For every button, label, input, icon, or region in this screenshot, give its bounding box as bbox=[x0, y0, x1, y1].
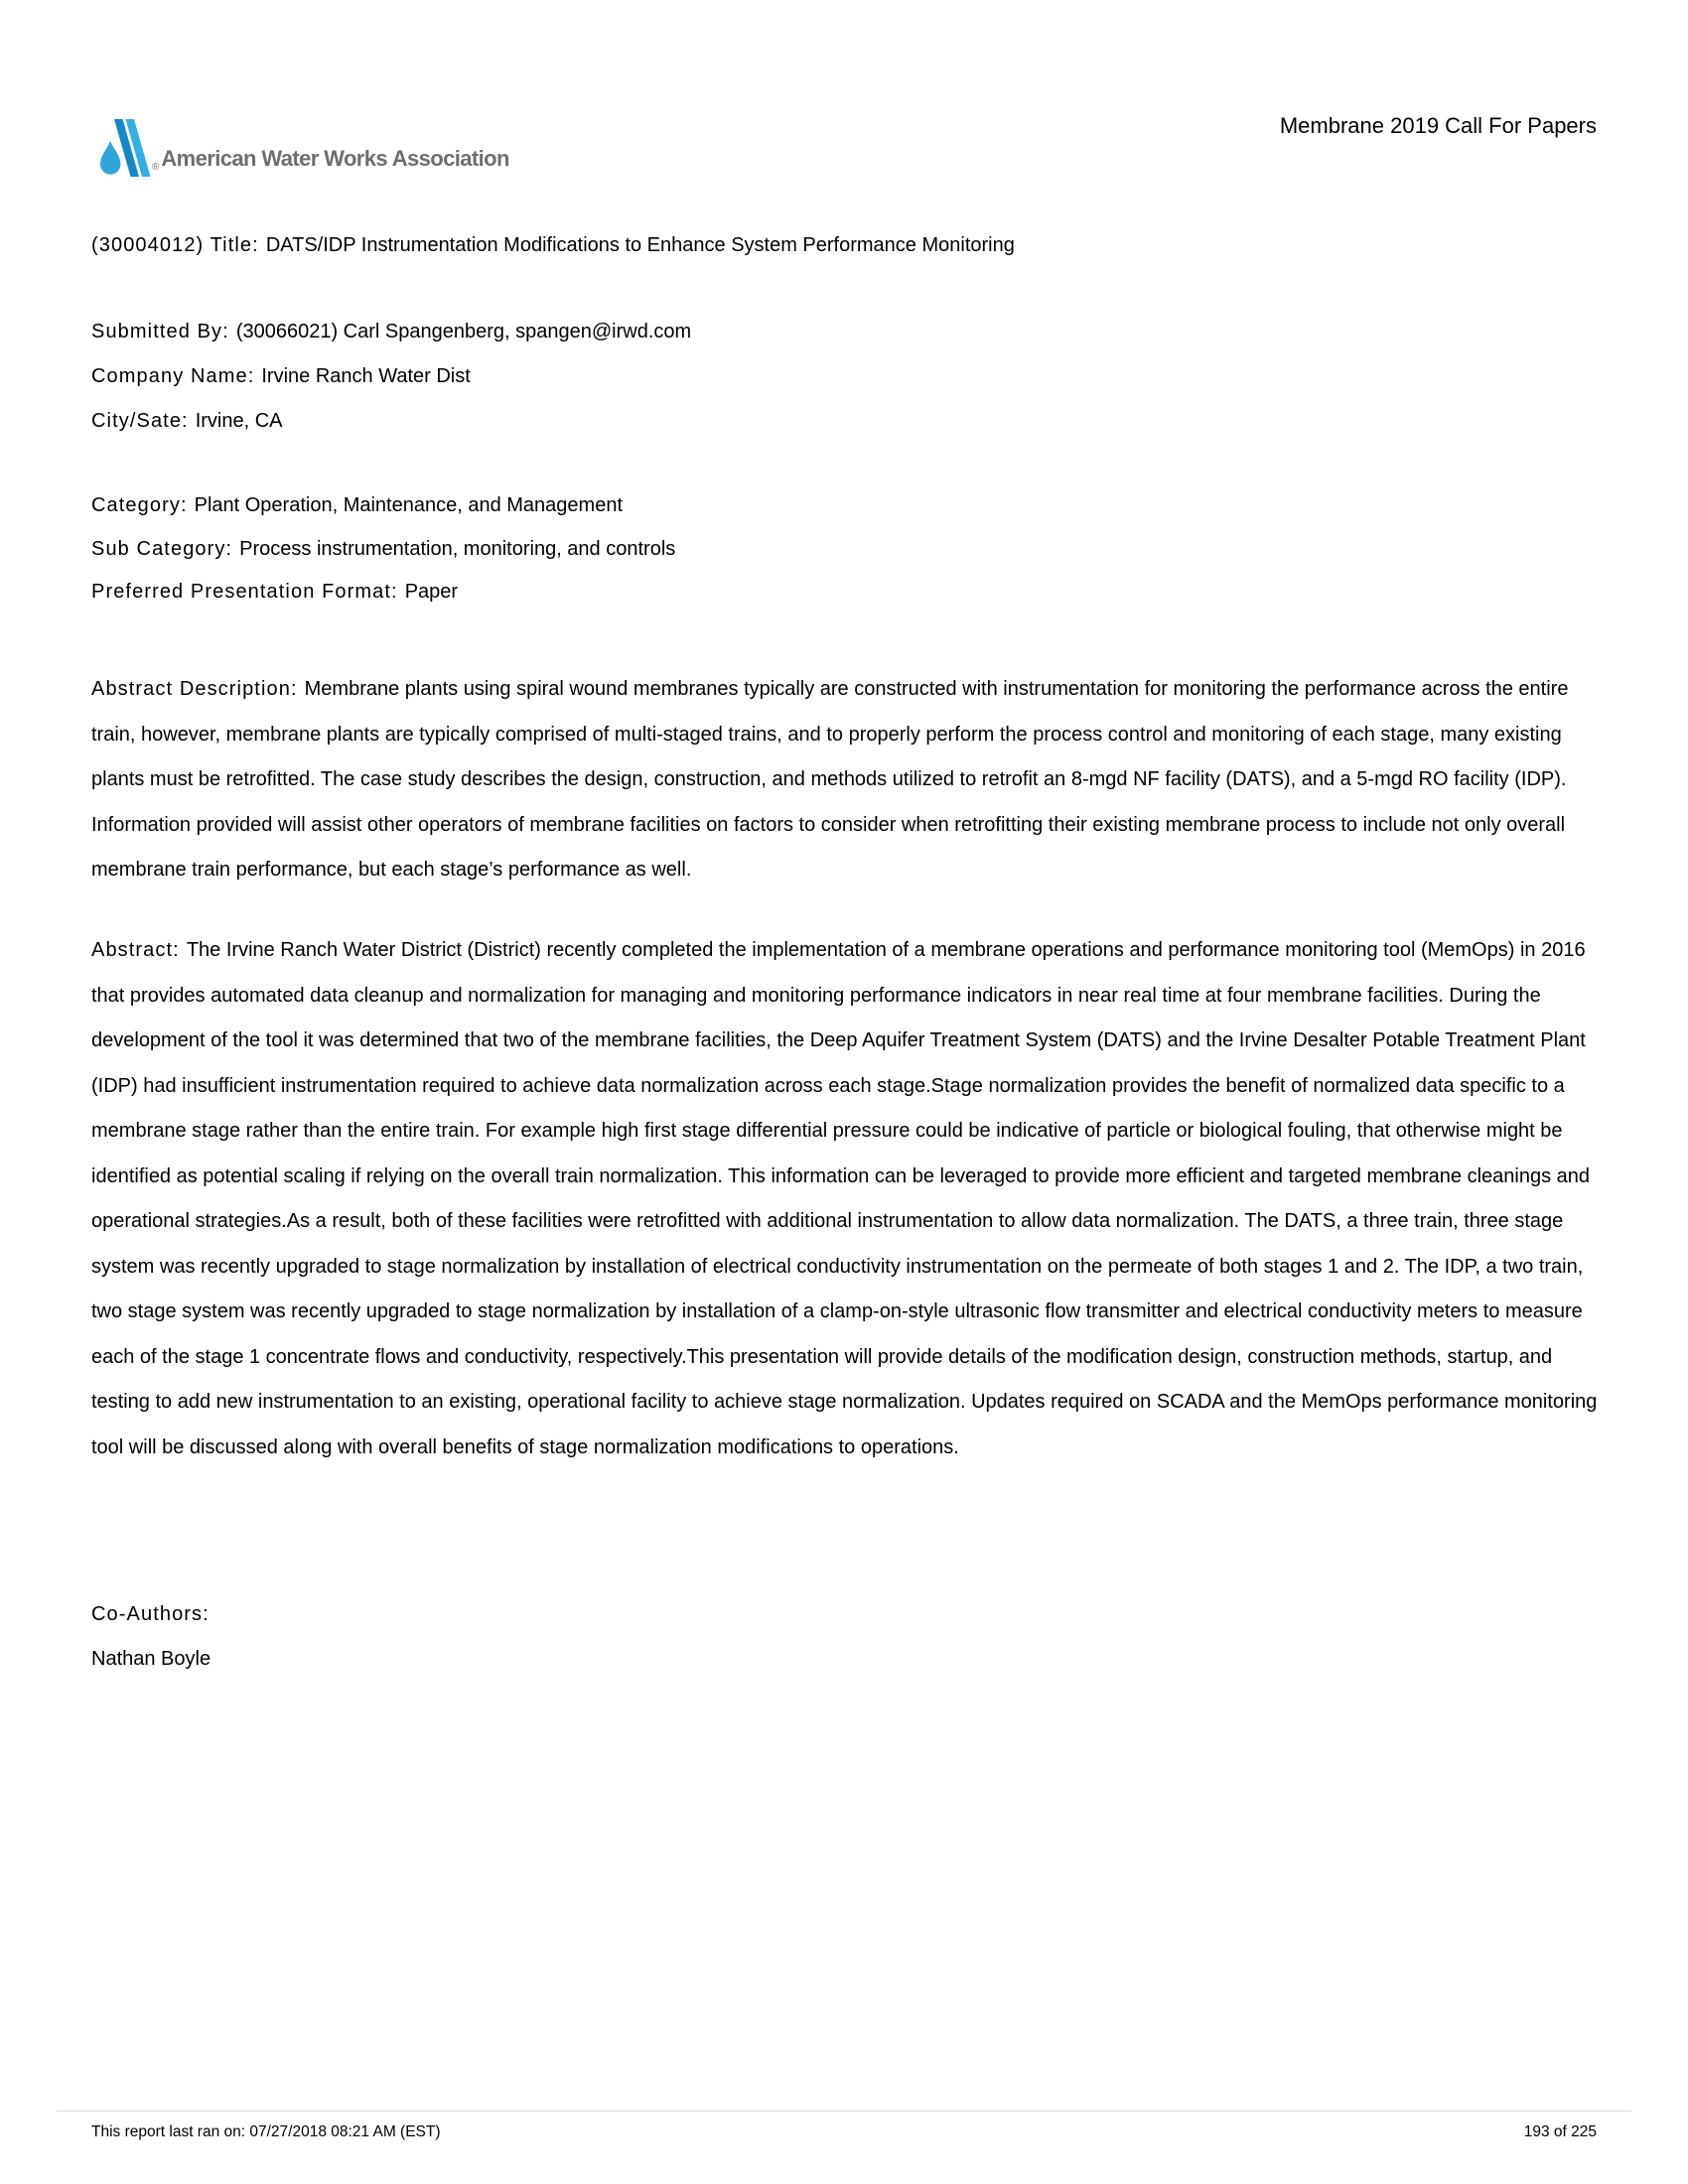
field-submitted-by-value: (30066021) Carl Spangenberg, spangen@irwd.com bbox=[235, 321, 692, 342]
field-presentation-format-value: Paper bbox=[404, 581, 459, 603]
abstract-description-text: Membrane plants using spiral wound membranes typically are constructed with instrumentation for monitoring the performance across the entire train, however, membrane plants are typically comprised of multi-staged trains, and to properly perform the process control and monitoring of each stage, many existing plants must be retrofitted. The case study describes the design, construction, and methods utilized to retrofit an 8-mgd NF facility (DATS), and a 5-mgd RO facility (IDP). Information provided will assist other operators of membrane facilities on factors to consider when retrofitting their existing membrane process to include not only overall membrane train performance, but each stage’s performance as well. bbox=[91, 678, 1569, 881]
field-presentation-format bbox=[91, 570, 1603, 615]
field-category-label: Category: bbox=[91, 494, 188, 516]
field-company-name bbox=[91, 354, 1603, 400]
abstract-label: Abstract: bbox=[91, 939, 180, 961]
water-drop-icon bbox=[100, 141, 120, 175]
abstract-paragraph bbox=[91, 928, 1603, 1470]
footer-last-ran: This report last ran on: 07/27/2018 08:21 AM (EST) bbox=[91, 2123, 441, 2140]
field-category-value: Plant Operation, Maintenance, and Management bbox=[194, 494, 623, 516]
footer-page-number: 193 of 225 bbox=[1523, 2123, 1597, 2140]
field-submitted-by bbox=[91, 310, 1603, 355]
field-company-name-value: Irvine Ranch Water Dist bbox=[261, 365, 471, 387]
abstract-text: The Irvine Ranch Water District (District) recently completed the implementation of a membrane operations and performance monitoring tool (MemOps) in 2016 that provides automated data cleanup and normalization for managing and monitoring performance indicators in near real time at four membrane facilities. During the development of the tool it was determined that two of the membrane facilities, the Deep Aquifer Treatment System (DATS) and the Irvine Desalter Potable Treatment Plant (IDP) had insufficient instrumentation required to achieve data normalization across each stage.Stage normalization provides the benefit of normalized data specific to a membrane stage rather than the entire train. For example high first stage differential pressure could be indicative of particle or biological fouling, that otherwise might be identified as potential scaling if relying on the overall train normalization. This information can be leveraged to provide more efficient and targeted membrane cleanings and operational strategies.As a result, both of these facilities were retrofitted with additional instrumentation to allow data normalization. The DATS, a three train, three stage system was recently upgraded to stage normalization by installation of electrical conductivity instrumentation on the permeate of both stages 1 and 2. The IDP, a two train, two stage system was recently upgraded to stage normalization by installation of a clamp-on-style ultrasonic flow transmitter and electrical conductivity meters to measure each of the stage 1 concentrate flows and conductivity, respectively.This presentation will provide details of the modification design, construction methods, startup, and testing to add new instrumentation to an existing, operational facility to achieve stage normalization. Updates required on SCADA and the MemOps performance monitoring tool will be discussed along with overall benefits of stage normalization modifications to operations. bbox=[91, 939, 1598, 1458]
awwa-logo bbox=[99, 119, 509, 177]
abstract-description-label: Abstract Description: bbox=[91, 678, 298, 700]
footer-divider bbox=[57, 2111, 1631, 2112]
field-city-state bbox=[91, 399, 1603, 445]
field-sub-category bbox=[91, 527, 1603, 573]
report-title: Membrane 2019 Call For Papers bbox=[1279, 113, 1597, 138]
field-city-state-label: City/Sate: bbox=[91, 410, 189, 432]
awwa-logo-text: American Water Works Association bbox=[161, 146, 509, 171]
field-title-value: DATS/IDP Instrumentation Modifications to Enhance System Performance Monitoring bbox=[265, 234, 1015, 256]
field-sub-category-label: Sub Category: bbox=[91, 538, 233, 560]
abstract-description-paragraph bbox=[91, 667, 1603, 893]
field-submitted-by-label: Submitted By: bbox=[91, 321, 229, 342]
awwa-logo-mark bbox=[99, 119, 151, 177]
co-author-name-text: Nathan Boyle bbox=[91, 1648, 211, 1670]
registered-trademark-symbol: ® bbox=[152, 162, 160, 173]
co-authors-label-text: Co-Authors: bbox=[91, 1603, 210, 1625]
field-category bbox=[91, 483, 1603, 529]
co-authors-label bbox=[91, 1592, 1603, 1638]
field-city-state-value: Irvine, CA bbox=[195, 410, 283, 432]
co-author-name bbox=[91, 1637, 1603, 1683]
field-title bbox=[91, 223, 1603, 269]
field-title-label: (30004012) Title: bbox=[91, 234, 259, 256]
field-presentation-format-label: Preferred Presentation Format: bbox=[91, 581, 398, 603]
field-sub-category-value: Process instrumentation, monitoring, and controls bbox=[239, 538, 676, 560]
field-company-name-label: Company Name: bbox=[91, 365, 255, 387]
